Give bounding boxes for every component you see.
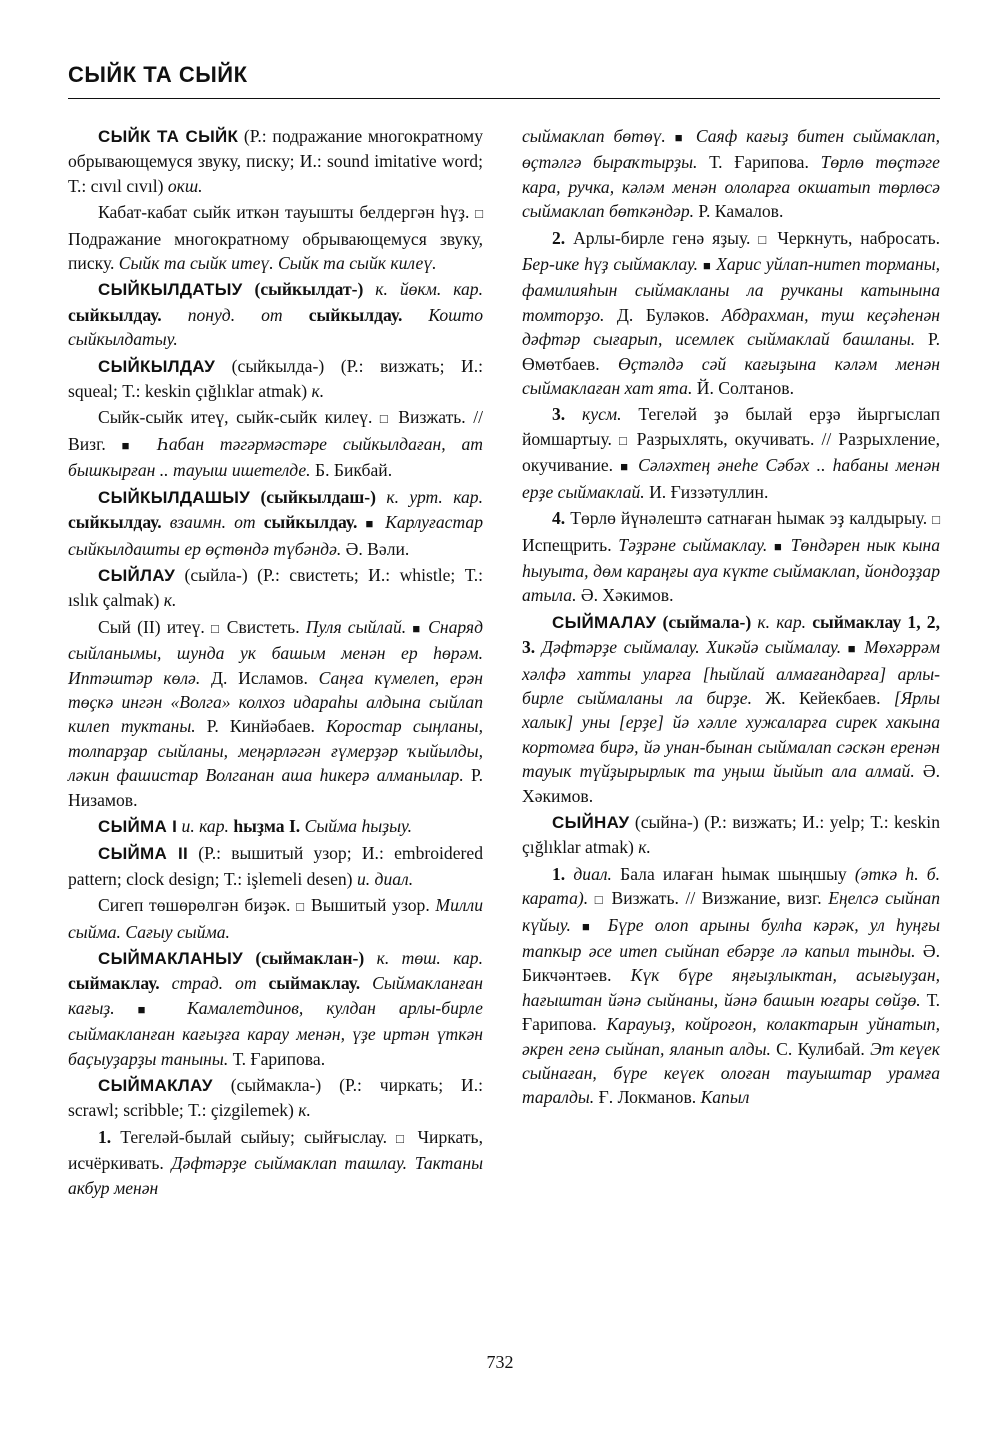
- square-icon: □: [210, 620, 221, 636]
- etymology: (сыйла-) (Р.: свистеть; И.: whistle; Т.: ıslık çalmak): [68, 564, 483, 611]
- headword: СЫЙК ТА СЫЙК: [98, 127, 239, 146]
- black-square-icon: ■: [121, 437, 141, 453]
- translation: Чиркать, исчёркивать.: [68, 1126, 483, 1174]
- square-icon: □: [932, 512, 940, 528]
- headword: СЫЙМАКЛАНЫУ: [98, 949, 243, 968]
- author: Ж. Кейекбаев.: [752, 687, 894, 708]
- entry-syilau: [68, 563, 483, 613]
- author: Б. Бикбай.: [310, 460, 393, 481]
- translation: Испещрить.: [522, 534, 619, 555]
- translation: Визжать. // Визжание, визг.: [604, 888, 829, 909]
- example: Саңға күмелеп, ерән төҫкә ингән «Волга» колхоз идараһы алдына сыйлап килеп туктаны.: [68, 667, 483, 737]
- entry-syinau: [522, 810, 940, 860]
- example: Сәләхтең әнеһе Сәбәх .. һабаны менән ерҙе сыймаклай.: [522, 455, 941, 502]
- example: [Ярлы халык] уны [ерҙе] йә хәлле хужаларға сирек хакына кортомға бирә, йә унан-бынан сыймалап сәскән еренән тауык түйҙырырлык та уңыш йыйып ала алмай.: [522, 687, 940, 782]
- square-icon: □: [396, 1130, 409, 1146]
- example: Күк бүре яңғыҙлыктан, асығыуҙан, һағыштан йәнә сыйнаны, йәнә башын юғары сөйҙө.: [522, 965, 940, 1010]
- example: сыймаклап бөтөү.: [522, 126, 666, 146]
- etymology: (сыймакла-) (Р.: чиркать; И.: scrawl; scribble; Т.: çizgilemek): [68, 1075, 483, 1121]
- sense-number: 2.: [552, 227, 566, 248]
- example: Мөхәррәм хәлфә хатты уларға [һыйлай алмағандарға] арлы-бирле сыймаланы ла бирҙе.: [522, 637, 940, 708]
- definition: Тегеләй ҙә былай ерҙә йыргыслап йомшартыу.: [522, 404, 940, 449]
- grammar-tag: к.: [638, 837, 651, 858]
- example: Сыйма һыҙыу.: [300, 815, 413, 836]
- example: Бүре олоп арыны булһа кәрәк, ул һуңғы тапкыр әсе итеп сыйнап ебәрҙе лә капыл тынды.: [522, 914, 941, 961]
- cross-ref: сыйкылдау.: [263, 512, 358, 533]
- example: Карлуғастар сыйкылдашты ер өҫтөндә түбәндә.: [68, 512, 483, 559]
- author: Ә. Бикчәнтәев.: [522, 941, 940, 986]
- sense-number: 1.: [98, 1126, 112, 1147]
- author: Д. Исламов.: [200, 667, 319, 688]
- entry-syik-ta-syik: [68, 124, 483, 198]
- definition: Сигеп төшөрөлгән биҙәк.: [98, 895, 291, 916]
- entry-syikyldatyu: [68, 277, 483, 351]
- grammar-tag: окш.: [167, 175, 203, 196]
- example: Сыйк та сыйк итеү. Сыйк та сыйк килеү.: [118, 253, 437, 274]
- author: И. Ғиззәтуллин.: [644, 481, 769, 502]
- example: Коростар сыңланы, толпарҙар сыйланы, меңәрләгән ғүмерҙәр ҡыйылды, ләкин фашистар Волганан аша һикерә алманылар.: [68, 716, 483, 786]
- grammar-tag: к.: [298, 1100, 311, 1121]
- example: Карауыҙ, койроғон, колактарын уйнатып, әкрен генә сыйнап, яланып алды.: [522, 1014, 940, 1059]
- translation: Черкнуть, набросать.: [769, 227, 941, 248]
- sense-number: 3.: [552, 404, 566, 425]
- author: Д. Буләков.: [604, 304, 722, 325]
- entry-syima-2: [68, 841, 483, 891]
- author: Т. Ғарипова.: [522, 989, 940, 1035]
- square-icon: □: [475, 206, 483, 222]
- black-square-icon: ■: [674, 130, 688, 145]
- black-square-icon: ■: [137, 1001, 165, 1017]
- page-number: 732: [486, 1352, 514, 1372]
- stem: (сыймала-): [656, 611, 758, 632]
- stem: (сыймаклан-): [242, 948, 377, 968]
- headword: СЫЙМА I: [98, 816, 178, 836]
- page-header: СЫЙК ТА СЫЙК: [68, 62, 248, 87]
- translation: Свистеть.: [220, 616, 306, 637]
- definition: Арлы-бирле генә яҙыу.: [565, 227, 751, 248]
- cross-ref: сыйкылдау.: [68, 304, 162, 325]
- author: С. Кулибай.: [770, 1038, 871, 1059]
- etymology: (Р.: вышитый узор; И.: embroidered pattern; clock design; Т.: işlemeli desen): [68, 843, 483, 889]
- entry-sense-4: [522, 506, 940, 608]
- example: Еңелсә сыйнап күйыу.: [522, 888, 941, 935]
- square-icon: □: [758, 231, 770, 247]
- square-icon: □: [619, 432, 630, 448]
- example: Пуля сыйлай.: [305, 616, 407, 637]
- example: Өҫтәлдә сәй кағыҙына кәләм менән сыймаклаған хат ята.: [522, 353, 941, 399]
- sense-number: 1.: [552, 863, 566, 884]
- translation: Визжать. // Визг.: [68, 407, 483, 454]
- grammar-tag: к. йөкм. кар.: [375, 279, 483, 300]
- author: Р. Кинйәбаев.: [195, 716, 326, 737]
- etymology: (Р.: подражание многократному обрывающемуся звуку, писку; И.: sound imitative word; Т.: cıvıl cıvıl): [68, 126, 483, 196]
- entry-sense-2: [522, 226, 940, 401]
- grammar-tag: к.: [311, 381, 325, 402]
- cross-ref: сыймаклау 1, 2, 3.: [522, 611, 940, 658]
- stem: (сыйкылдат-): [242, 279, 376, 300]
- entry-syimalau: [522, 610, 940, 808]
- author: Й. Солтанов.: [692, 378, 794, 399]
- entry-syikyldau: [68, 354, 483, 404]
- translation: Подражание многократному обрывающемуся звуку, писку.: [68, 228, 483, 274]
- example: Милли сыйма. Сағыу сыйма.: [68, 895, 484, 942]
- definition: Сый (II) итеү.: [98, 616, 205, 637]
- grammar-tag: к. төш. кар.: [376, 948, 483, 968]
- translation: Вышитый узор.: [305, 895, 436, 916]
- author: Т. Ғарипова.: [228, 1048, 326, 1069]
- headword: СЫЙЛАУ: [98, 565, 176, 585]
- sense-number: 4.: [552, 508, 566, 529]
- author: Р. Камалов.: [694, 201, 784, 222]
- black-square-icon: ■: [582, 918, 597, 934]
- black-square-icon: ■: [365, 516, 378, 532]
- square-icon: □: [379, 411, 391, 427]
- entry-sense-1: [68, 1125, 483, 1200]
- example: Тәҙрәне сыймаклау.: [618, 534, 768, 555]
- headword: СЫЙМАЛАУ: [552, 612, 657, 632]
- entry-definition: [68, 405, 483, 482]
- cross-ref: һыҙма I.: [233, 815, 301, 836]
- grammar-tag: (әткә һ. б. карата).: [522, 863, 940, 909]
- author: Ә. Вәли.: [341, 538, 410, 559]
- author: Т. Ғарипова.: [697, 152, 821, 173]
- grammar-tag: к. урт. кар.: [386, 486, 483, 507]
- example: Сыймакланған кағыҙ.: [68, 973, 483, 1018]
- headword: СЫЙКЫЛДАШЫУ: [98, 487, 251, 507]
- grammar-tag: страд. от: [159, 973, 269, 994]
- grammar-tag: диал.: [565, 863, 612, 884]
- etymology: (сыйкылда-) (Р.: визжать; И.: squeal; Т.: keskin çığlıklar atmak): [68, 355, 483, 402]
- entry-definition: [68, 615, 483, 812]
- definition: Тегеләй-былай сыйыу; сыйғыслау.: [111, 1126, 387, 1147]
- square-icon: □: [594, 892, 605, 908]
- example: Һабан тәгәрмәстәре сыйкылдаған, ат бышкырған .. тауыш ишетелде.: [68, 433, 484, 481]
- left-column: [68, 124, 483, 1202]
- author: Р. Өмөтбаев.: [522, 329, 940, 374]
- black-square-icon: ■: [847, 641, 858, 657]
- grammar-tag: и. кар.: [177, 815, 234, 836]
- example: Харис уйлап-нитеп торманы, фамилияһын сыймакланы ла ручканы катынына томторҙо.: [522, 254, 941, 325]
- entry-syimaklanyu: [68, 946, 483, 1071]
- cross-ref: сыйкылдау.: [68, 512, 162, 533]
- right-column: [522, 124, 940, 1112]
- definition: Бала илаған һымак шыңшыу: [611, 863, 855, 884]
- author: Ә. Хәкимов.: [522, 761, 940, 806]
- example: Абдрахман, туш кеҫәһенән дәфтәр сығарып, исемлек сыймаклай башланы.: [522, 304, 940, 350]
- stem: (сыйкылдаш-): [250, 486, 387, 507]
- header-rule: [68, 98, 940, 99]
- headword: СЫЙМАКЛАУ: [98, 1076, 213, 1096]
- entry-definition: [68, 200, 483, 275]
- grammar-tag: к. кар.: [757, 611, 813, 632]
- grammar-tag: и. диал.: [356, 868, 414, 889]
- entry-syima-1: [68, 814, 483, 839]
- definition: Кабат-кабат сыйк иткән тауышты белдергән һүҙ.: [98, 202, 470, 223]
- entry-syimaklau: [68, 1073, 483, 1123]
- definition: Сыйк-сыйк итеү, сыйк-сыйк килеү.: [98, 407, 373, 428]
- example: Капыл: [700, 1087, 750, 1108]
- example: Кошто сыйкылдатыу.: [68, 304, 483, 350]
- cross-ref: сыйкылдау.: [308, 304, 403, 325]
- example: Төндәрен нык кына һыуыта, дөм караңғы ауа күкте сыймаклап, йондоҙҙар атыла.: [522, 534, 941, 606]
- example: Дәфтәрҙе сыймаклап ташлау. Тактаны акбур менән: [68, 1153, 484, 1198]
- example: Снаряд сыйланымы, шунда ук башым менән ер һөрәм. Иптәштәр көлә.: [68, 616, 484, 688]
- black-square-icon: ■: [702, 258, 712, 274]
- author: Ғ. Локманов.: [594, 1087, 701, 1108]
- definition: Төрлө йүнәлештә сатнаған һымак эҙ калдырыу.: [565, 508, 928, 529]
- black-square-icon: ■: [412, 620, 422, 636]
- entry-syikyldashyu: [68, 485, 483, 561]
- cross-ref: сыймаклау.: [68, 973, 160, 994]
- etymology: (сыйна-) (Р.: визжать; И.: yelp; Т.: keskin çığlıklar atmak): [522, 811, 940, 858]
- grammar-tag: к.: [163, 590, 177, 611]
- grammar-tag: кусм.: [565, 404, 622, 425]
- example: Дәфтәрҙе сыймалау. Хикәйә сыймалау.: [535, 637, 842, 658]
- entry-continuation: [522, 124, 940, 224]
- translation: Разрыхлять, окучивать. // Разрыхление, окучивание.: [522, 428, 940, 476]
- square-icon: □: [296, 899, 306, 915]
- example: Эт кеүек сыйнаған, бүре кеүек олоған тауыштар урамға таралды.: [522, 1038, 940, 1108]
- cross-ref: сыймаклау.: [268, 973, 361, 994]
- example: Бер-ике һүҙ сыймаклау.: [522, 254, 699, 275]
- headword: СЫЙМА II: [98, 844, 188, 864]
- black-square-icon: ■: [620, 459, 631, 475]
- example: Камалетдинов, кулдан арлы-бирле сыймакланған кағыҙға карау менән, үҙе иртән үткән баҫыуҙарҙы таныны.: [68, 997, 483, 1069]
- headword: СЫЙКЫЛДАУ: [98, 356, 216, 376]
- example: Саяф кағыҙ битен сыймаклап, өҫтәлгә быраҡтырҙы.: [522, 126, 940, 173]
- black-square-icon: ■: [773, 538, 785, 554]
- entry-sense-3: [522, 402, 940, 504]
- author: Ә. Хәкимов.: [576, 585, 674, 606]
- headword: СЫЙКЫЛДАТЫУ: [98, 280, 243, 300]
- author: Р. Низамов.: [68, 765, 483, 810]
- grammar-tag: понуд. от: [161, 304, 309, 325]
- entry-definition: [68, 893, 483, 944]
- headword: СЫЙНАУ: [552, 812, 630, 832]
- entry-sense-1: [522, 862, 940, 1110]
- grammar-tag: взаимн. от: [161, 512, 264, 533]
- example: Төрлө төҫтәге кара, ручка, кәләм менән ололарға окшатып төрлөсә сыймаклап бөткәндәр.: [522, 152, 940, 222]
